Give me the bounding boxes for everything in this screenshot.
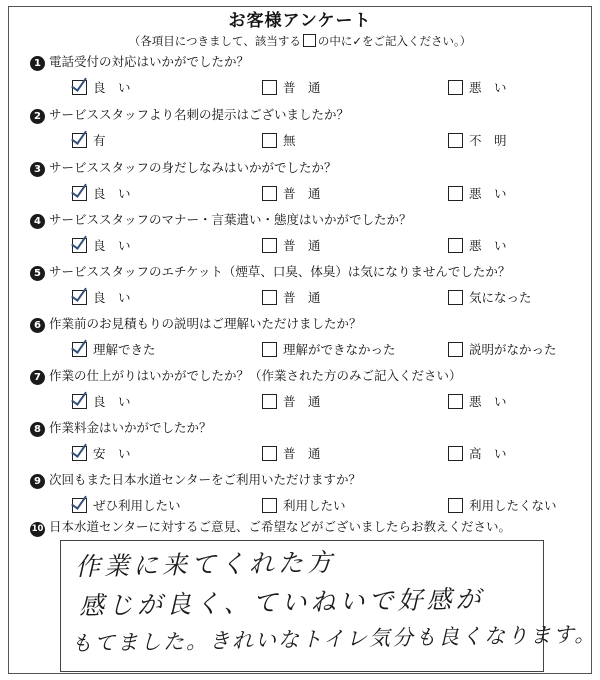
option-q2-1[interactable] [72, 131, 106, 149]
question-10 [30, 517, 511, 537]
handwritten-line-3: もてました。きれいなトイレ気分も良くなります。 [70, 622, 598, 656]
question-number-badge: 2 [30, 109, 45, 124]
question-number-badge: 6 [30, 318, 45, 333]
checkbox-icon[interactable] [448, 498, 463, 513]
option-q8-2[interactable] [262, 444, 321, 462]
checkbox-icon[interactable] [262, 446, 277, 461]
form-title: お客様アンケート [228, 11, 372, 31]
option-q1-3[interactable] [448, 78, 507, 96]
option-q3-3[interactable] [448, 184, 507, 202]
checkbox-checked-icon[interactable] [72, 342, 87, 357]
checkbox-icon[interactable] [448, 186, 463, 201]
instructions-pre: （各項目につきまして、該当する [128, 34, 301, 48]
option-q6-1[interactable] [72, 340, 156, 358]
option-label: 悪 い [469, 238, 507, 253]
option-label: 良 い [93, 186, 131, 201]
option-label: 普 通 [283, 186, 321, 201]
question-text: 作業料金はいかがでしたか？ [49, 420, 212, 435]
question-number-badge: 9 [30, 474, 45, 489]
question-text: 日本水道センターに対するご意見、ご希望などがございましたらお教えください。 [49, 519, 512, 534]
checkbox-icon[interactable] [262, 498, 277, 513]
checkbox-icon[interactable] [262, 238, 277, 253]
option-label: 普 通 [283, 290, 321, 305]
form-instructions [0, 33, 600, 49]
option-label: 普 通 [283, 446, 321, 461]
option-label: 理解ができなかった [283, 342, 396, 357]
question-7 [30, 366, 462, 385]
handwritten-line-2: 感じが良く、ていねいで好感が [78, 584, 485, 621]
option-label: 普 通 [283, 238, 321, 253]
question-text: サービススタッフのマナー・言葉遣い・態度はいかがでしたか？ [49, 212, 412, 227]
option-q9-1[interactable] [72, 496, 181, 514]
option-q8-1[interactable] [72, 444, 131, 462]
checkbox-checked-icon[interactable] [72, 238, 87, 253]
checkbox-icon[interactable] [262, 186, 277, 201]
checkbox-icon[interactable] [262, 290, 277, 305]
checkbox-icon[interactable] [448, 446, 463, 461]
question-text: サービススタッフの身だしなみはいかがでしたか？ [49, 160, 337, 175]
option-q5-1[interactable] [72, 288, 131, 306]
question-text: 作業の仕上がりはいかがでしたか？（作業された方のみご記入ください） [49, 368, 462, 383]
option-q7-1[interactable] [72, 392, 131, 410]
checkbox-icon[interactable] [262, 394, 277, 409]
option-label: 説明がなかった [469, 342, 557, 357]
checkbox-checked-icon[interactable] [72, 186, 87, 201]
option-q1-1[interactable] [72, 78, 131, 96]
option-label: 良 い [93, 80, 131, 95]
question-text: 電話受付の対応はいかがでしたか？ [49, 54, 250, 69]
question-9 [30, 470, 361, 489]
option-label: 悪 い [469, 186, 507, 201]
option-label: 高 い [469, 446, 507, 461]
question-text: サービススタッフのエチケット（煙草、口臭、体臭）は気になりませんでしたか？ [49, 264, 511, 279]
question-6 [30, 314, 362, 333]
checkbox-icon[interactable] [448, 133, 463, 148]
option-q4-3[interactable] [448, 236, 507, 254]
option-label: 悪 い [469, 80, 507, 95]
option-label: 普 通 [283, 80, 321, 95]
option-label: 不 明 [469, 133, 507, 148]
option-label: 良 い [93, 238, 131, 253]
question-number-badge: 8 [30, 422, 45, 437]
question-text: 作業前のお見積もりの説明はご理解いただけましたか？ [49, 316, 362, 331]
option-label: 良 い [93, 394, 131, 409]
option-q2-3[interactable] [448, 131, 507, 149]
comment-box[interactable] [60, 540, 598, 672]
option-label: 利用したい [283, 498, 346, 513]
option-label: 無 [283, 133, 296, 148]
option-label: 悪 い [469, 394, 507, 409]
checkbox-sample-icon [303, 34, 316, 47]
option-q5-2[interactable] [262, 288, 321, 306]
option-q6-2[interactable] [262, 340, 396, 358]
question-2 [30, 105, 349, 124]
option-q2-2[interactable] [262, 131, 296, 149]
option-q7-3[interactable] [448, 392, 507, 410]
instructions-post: の中に✓をご記入ください。） [317, 34, 472, 48]
question-number-badge: 4 [30, 214, 45, 229]
question-number-badge: 7 [30, 370, 45, 385]
option-q3-2[interactable] [262, 184, 321, 202]
option-label: 良 い [93, 290, 131, 305]
question-4 [30, 210, 412, 229]
checkbox-icon[interactable] [448, 342, 463, 357]
checkbox-icon[interactable] [448, 80, 463, 95]
option-q4-1[interactable] [72, 236, 131, 254]
option-label: 利用したくない [469, 498, 557, 513]
question-3 [30, 158, 337, 177]
option-q7-2[interactable] [262, 392, 321, 410]
option-label: 普 通 [283, 394, 321, 409]
question-1 [30, 52, 249, 71]
option-label: 気になった [469, 290, 532, 305]
option-q8-3[interactable] [448, 444, 507, 462]
option-q1-2[interactable] [262, 78, 321, 96]
checkbox-icon[interactable] [262, 342, 277, 357]
option-q9-3[interactable] [448, 496, 557, 514]
question-5 [30, 262, 510, 281]
checkbox-checked-icon[interactable] [72, 394, 87, 409]
option-q5-3[interactable] [448, 288, 532, 306]
option-label: ぜひ利用したい [93, 498, 181, 513]
option-q9-2[interactable] [262, 496, 346, 514]
checkbox-icon[interactable] [448, 394, 463, 409]
option-q3-1[interactable] [72, 184, 131, 202]
option-q6-3[interactable] [448, 340, 557, 358]
question-text: 次回もまた日本水道センターをご利用いただけますか？ [49, 472, 362, 487]
option-label: 理解できた [93, 342, 156, 357]
checkbox-checked-icon[interactable] [72, 80, 87, 95]
handwritten-line-1: 作業に来てくれた方 [74, 547, 337, 582]
option-q4-2[interactable] [262, 236, 321, 254]
question-8 [30, 418, 212, 437]
checkbox-icon[interactable] [448, 238, 463, 253]
checkbox-checked-icon[interactable] [72, 446, 87, 461]
checkbox-checked-icon[interactable] [72, 133, 87, 148]
option-label: 有 [93, 133, 106, 148]
option-label: 安 い [93, 446, 131, 461]
question-text: サービススタッフより名刺の提示はございましたか？ [49, 107, 350, 122]
checkbox-checked-icon[interactable] [72, 290, 87, 305]
question-number-badge: 1 [30, 56, 45, 71]
checkbox-icon[interactable] [262, 80, 277, 95]
checkbox-icon[interactable] [262, 133, 277, 148]
checkbox-icon[interactable] [448, 290, 463, 305]
question-number-badge: 3 [30, 162, 45, 177]
question-number-badge: 5 [30, 266, 45, 281]
question-number-badge: 10 [30, 522, 45, 537]
checkbox-checked-icon[interactable] [72, 498, 87, 513]
